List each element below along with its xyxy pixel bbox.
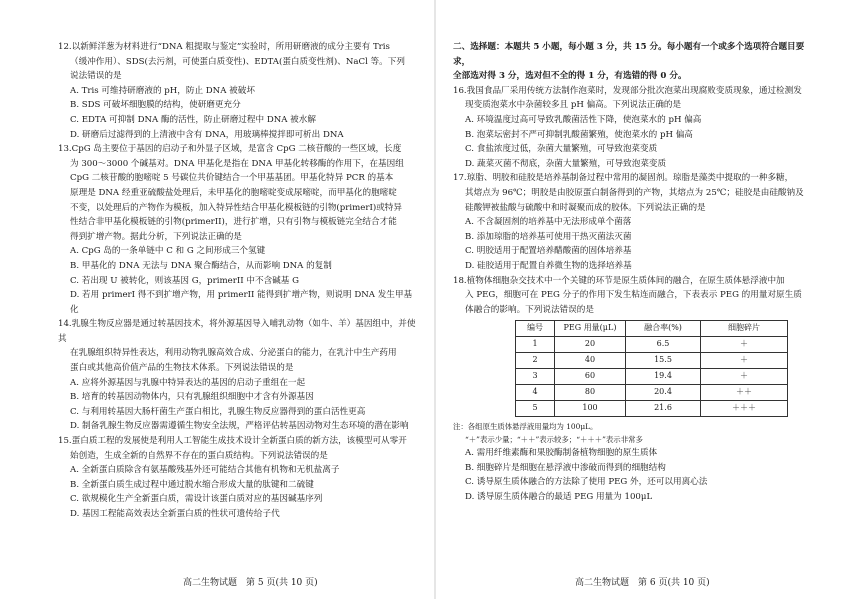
question-17 bbox=[453, 171, 813, 273]
table-row bbox=[516, 337, 788, 353]
q15-option-a: A. 全新蛋白质除含有氨基酸残基外还可能结合其他有机物和无机盐离子 bbox=[70, 465, 340, 476]
question-15 bbox=[58, 434, 418, 522]
q13-stem-3: CpG 二核苷酸的胞嘧啶 5 号碳位共价键结合一个甲基基团。甲基化特异 PCR 的基本 bbox=[70, 173, 394, 184]
q14-stem-2: 在乳腺组织特异性表达，利用动物乳腺高效合成、分泌蛋白的能力，在乳汁中生产药用 bbox=[70, 348, 397, 359]
q17-option-c: C. 明胶适用于配置培养醋酸菌的固体培养基 bbox=[465, 246, 632, 257]
table-cell: ＋＋ bbox=[701, 385, 788, 401]
table-cell: 15.5 bbox=[626, 353, 701, 369]
table-cell: 20 bbox=[555, 337, 626, 353]
q13-stem-4: 原理是 DNA 经重亚硫酸盐处理后，未甲基化的胞嘧啶变成尿嘧啶，而甲基化的胞嘧啶 bbox=[70, 187, 397, 198]
q12-option-a: A. Tris 可维持研磨液的 pH，防止 DNA 被破坏 bbox=[70, 85, 255, 96]
q13-stem-5: 不变，以处理后的产物作为模板，加入特异性结合甲基化模板链的引物(primerI)或特异 bbox=[70, 202, 402, 213]
table-cell: 6.5 bbox=[626, 337, 701, 353]
table-note-2: “＋”表示少量；“＋＋”表示较多；“＋＋＋”表示非常多 bbox=[465, 435, 643, 445]
table-row bbox=[516, 401, 788, 417]
table-header: 融合率(%) bbox=[626, 321, 701, 337]
table-row bbox=[516, 369, 788, 385]
table-cell: ＋ bbox=[701, 369, 788, 385]
table-header: 细胞碎片 bbox=[701, 321, 788, 337]
q14-option-b: B. 培育的转基因动物体内，只有乳腺组织细胞中才含有外源基因 bbox=[70, 392, 314, 403]
q12-stem-1: 12.以新鲜洋葱为材料进行“DNA 粗提取与鉴定”实验时，所用研磨液的成分主要有 Tris bbox=[58, 42, 390, 52]
q16-option-a: A. 环境温度过高可导致乳酸菌活性下降，使泡菜水的 pH 偏高 bbox=[465, 114, 702, 125]
q13-stem-6: 性结合非甲基化模板链的引物(primerII)，进行扩增，只有引物与模板链完全结合才能 bbox=[70, 217, 397, 228]
q14-option-c: C. 与利用转基因大肠杆菌生产蛋白相比，乳腺生物反应器得到的蛋白活性更高 bbox=[70, 406, 366, 417]
table-cell: ＋ bbox=[701, 337, 788, 353]
table-cell: 100 bbox=[555, 401, 626, 417]
q12-option-d: D. 研磨后过滤得到的上清液中含有 DNA，用玻璃棒搅拌即可析出 DNA bbox=[70, 129, 344, 140]
table-cell: 3 bbox=[516, 369, 555, 385]
question-14 bbox=[58, 317, 418, 434]
q16-stem-1: 16.我国食品厂采用传统方法制作泡菜时，发现部分批次泡菜出现腐败变质现象，通过检测发 bbox=[453, 85, 802, 96]
question-13 bbox=[58, 142, 418, 317]
section-heading-1: 二、选择题：本题共 5 小题，每小题 3 分，共 15 分。每小题有一个或多个选项符合题目要求， bbox=[453, 42, 805, 67]
table-cell: 4 bbox=[516, 385, 555, 401]
q18-stem-1: 18.植物体细胞杂交技术中一个关键的环节是原生质体间的融合，在原生质体悬浮液中加 bbox=[453, 275, 785, 286]
q17-option-a: A. 不含凝固剂的培养基中无法形成单个菌落 bbox=[465, 217, 632, 228]
q14-stem-1: 14.乳腺生物反应器是通过转基因技术，将外源基因导入哺乳动物（如牛、羊）基因组中，并使其 bbox=[58, 319, 416, 344]
q13-option-b: B. 甲基化的 DNA 无法与 DNA 聚合酶结合，从而影响 DNA 的复制 bbox=[70, 260, 332, 271]
table-cell: 40 bbox=[555, 353, 626, 369]
left-page bbox=[58, 40, 418, 522]
q15-option-d: D. 基因工程能高效表达全新蛋白质的性状可遗传给子代 bbox=[70, 509, 280, 519]
table-cell: 60 bbox=[555, 369, 626, 385]
q13-option-c: C. 若出现 U 被转化，则该基因 G，primerII 中不含碱基 G bbox=[70, 275, 299, 286]
table-row bbox=[516, 353, 788, 369]
page-divider bbox=[434, 0, 436, 599]
q18-option-b: B. 细胞碎片是细胞在悬浮液中渗破而得到的细胞结构 bbox=[465, 462, 666, 473]
q12-stem-2: （缓冲作用）、SDS(去污剂，可使蛋白质变性)、EDTA(蛋白质变性剂)、NaCl 等。下列 bbox=[70, 56, 405, 67]
q16-stem-2: 现变质泡菜水中杂菌较多且 pH 偏高。下列说法正确的是 bbox=[465, 100, 682, 111]
page-footer-right: 高二生物试题 第 6 页(共 10 页) bbox=[575, 578, 710, 588]
right-page bbox=[453, 40, 813, 505]
q13-option-a: A. CpG 岛的一条单链中 C 和 G 之间形成三个氢键 bbox=[70, 246, 266, 257]
q14-stem-3: 蛋白或其他高价值产品的生物技术体系。下列说法错误的是 bbox=[70, 363, 294, 374]
q12-option-c: C. EDTA 可抑制 DNA 酶的活性，防止研磨过程中 DNA 被水解 bbox=[70, 114, 316, 125]
table-cell: 5 bbox=[516, 401, 555, 417]
q15-option-b: B. 全新蛋白质生成过程中通过脱水缩合形成大量的肽键和二硫键 bbox=[70, 479, 314, 490]
q15-option-c: C. 欲规模化生产全新蛋白质，需设计该蛋白质对应的基因碱基序列 bbox=[70, 494, 323, 505]
q13-stem-1: 13.CpG 岛主要位于基因的启动子和外显子区域，是富含 CpG 二核苷酸的一些区域，长度 bbox=[58, 144, 402, 155]
q15-stem-1: 15.蛋白质工程的发展使是利用人工智能生成技术设计全新蛋白质的新方法，该模型可从零开 bbox=[58, 436, 407, 447]
question-18 bbox=[453, 274, 813, 505]
q14-option-d: D. 制备乳腺生物反应器需遵循生物安全法规，严格评估转基因动物对生态环境的潜在影响 bbox=[70, 421, 409, 432]
q16-option-b: B. 泡菜坛密封不严可抑制乳酸菌繁殖，使泡菜水的 pH 偏高 bbox=[465, 129, 693, 140]
section-heading-2: 全部选对得 3 分，选对但不全的得 1 分，有选错的得 0 分。 bbox=[453, 71, 687, 82]
peg-table bbox=[515, 320, 788, 417]
q14-option-a: A. 应将外源基因与乳腺中特异表达的基因的启动子重组在一起 bbox=[70, 377, 306, 388]
q17-stem-2: 其熔点为 96℃；明胶是由胶原蛋白制备得到的产物，其熔点为 25℃；硅胶是由硅酸钠及 bbox=[465, 187, 804, 198]
table-cell: 20.4 bbox=[626, 385, 701, 401]
table-cell: 2 bbox=[516, 353, 555, 369]
q13-option-d: D. 若用 primerI 得不到扩增产物，用 primerII 能得到扩增产物，则说明 DNA 发生甲基化 bbox=[70, 290, 413, 315]
q12-option-b: B. SDS 可破坏细胞膜的结构，使研磨更充分 bbox=[70, 100, 241, 111]
q15-stem-2: 始创造，生成全新的自然界不存在的蛋白质结构。下列说法错误的是 bbox=[70, 450, 328, 461]
q18-option-a: A. 需用纤维素酶和果胶酶制备植物细胞的原生质体 bbox=[465, 448, 658, 459]
table-row bbox=[516, 385, 788, 401]
table-header-row bbox=[516, 321, 788, 337]
q16-option-d: D. 蔬菜灭菌不彻底，杂菌大量繁殖，可导致泡菜变质 bbox=[465, 158, 667, 169]
q17-option-d: D. 硅胶适用于配置自养微生物的选择培养基 bbox=[465, 260, 632, 271]
q17-stem-1: 17.琼脂、明胶和硅胶是培养基制备过程中常用的凝固剂。琼脂是藻类中提取的一种多糖， bbox=[453, 173, 794, 184]
table-cell: 1 bbox=[516, 337, 555, 353]
question-12 bbox=[58, 40, 418, 142]
table-cell: 80 bbox=[555, 385, 626, 401]
table-cell: ＋＋＋ bbox=[701, 401, 788, 417]
q16-option-c: C. 食盐浓度过低，杂菌大量繁殖，可导致泡菜变质 bbox=[465, 144, 658, 155]
q12-stem-3: 说法错误的是 bbox=[70, 71, 122, 82]
q18-stem-3: 体融合的影响。下列说法错误的是 bbox=[465, 304, 594, 315]
q18-option-c: C. 诱导原生质体融合的方法除了使用 PEG 外，还可以用离心法 bbox=[465, 477, 708, 488]
section-heading bbox=[453, 40, 813, 84]
page-footer-left: 高二生物试题 第 5 页(共 10 页) bbox=[183, 578, 318, 588]
q13-stem-2: 为 300～3000 个碱基对。DNA 甲基化是指在 DNA 甲基化转移酶的作用下，在基因组 bbox=[70, 158, 404, 169]
table-header: PEG 用量(μL) bbox=[555, 321, 626, 337]
table-cell: ＋ bbox=[701, 353, 788, 369]
table-header: 编号 bbox=[516, 321, 555, 337]
table-cell: 19.4 bbox=[626, 369, 701, 385]
table-note-1: 注：各组原生质体悬浮液用量均为 100μL。 bbox=[453, 422, 598, 432]
q18-option-d: D. 诱导原生质体融合的最适 PEG 用量为 100μL bbox=[465, 492, 653, 503]
q13-stem-7: 得到扩增产物。据此分析，下列说法正确的是 bbox=[70, 231, 242, 242]
question-16 bbox=[453, 84, 813, 172]
q17-option-b: B. 添加琼脂的培养基可使用干热灭菌法灭菌 bbox=[465, 231, 632, 242]
q17-stem-3: 硅酸钾被盐酸与硫酸中和时凝聚而成的胶体。下列说法正确的是 bbox=[465, 202, 706, 213]
q18-stem-2: 入 PEG，细胞可在 PEG 分子的作用下发生粘连而融合，下表表示 PEG 的用量对原生质 bbox=[465, 290, 802, 301]
table-cell: 21.6 bbox=[626, 401, 701, 417]
